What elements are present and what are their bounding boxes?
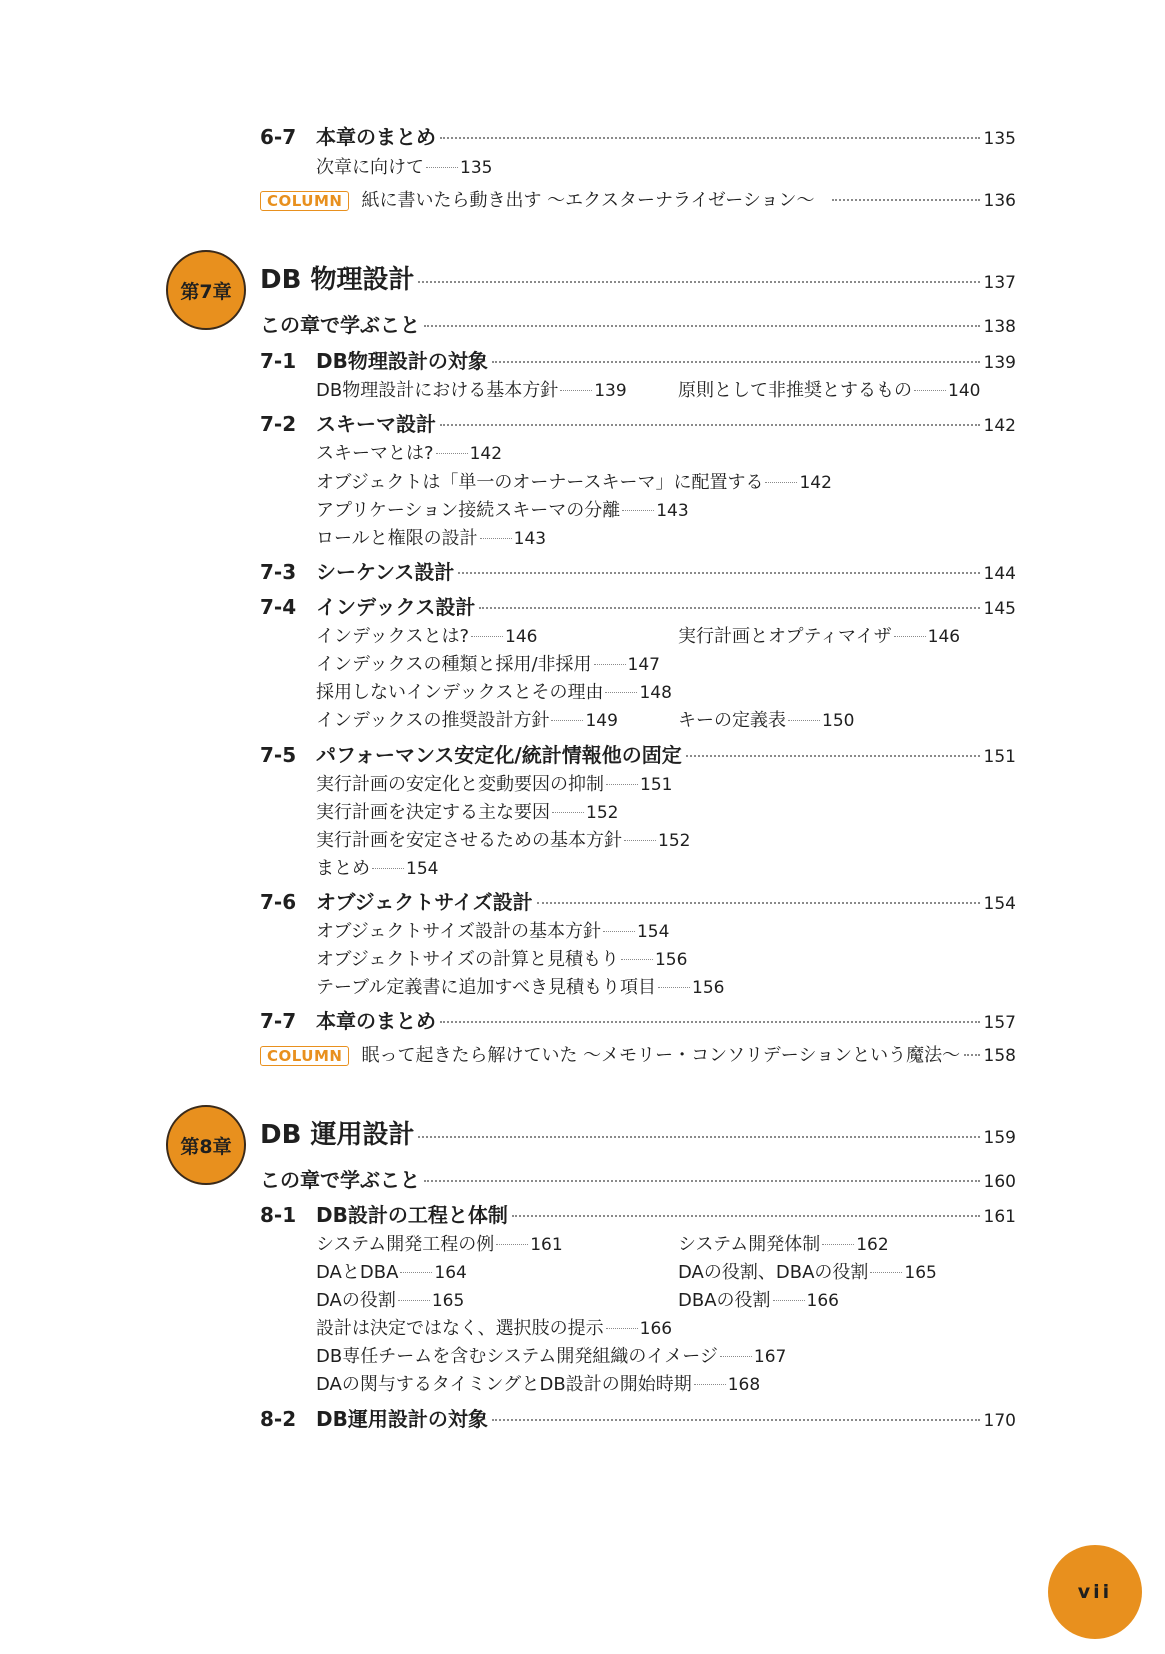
subsection-title: テーブル定義書に追加すべき見積もり項目: [316, 977, 657, 998]
toc-subsection[interactable]: [316, 798, 1016, 824]
chapter-7-badge: 第7章: [166, 250, 246, 330]
page-number: 154: [636, 922, 670, 942]
toc-chapter-8-learn[interactable]: [260, 1164, 1016, 1193]
page-number: 165: [431, 1291, 465, 1311]
subsection-title: システム開発体制: [678, 1234, 821, 1255]
toc-chapter-7[interactable]: [260, 259, 1016, 296]
leader-dots: [440, 137, 980, 139]
page-number: 151: [640, 775, 673, 795]
leader-dots: [694, 1384, 726, 1385]
leader-dots: [605, 692, 637, 693]
page-number: 164: [434, 1263, 467, 1283]
page-number: 167: [753, 1347, 787, 1367]
leader-dots: [621, 959, 653, 960]
leader-dots: [560, 390, 592, 391]
toc-subsection[interactable]: [678, 376, 980, 402]
column-title: 眠って起きたら解けていた 〜メモリー・コンソリデーションという魔法〜: [361, 1045, 961, 1066]
page-number: 142: [799, 473, 832, 493]
page-number: 145: [983, 599, 1016, 619]
subsection-title: DAの役割、DBAの役割: [678, 1262, 869, 1283]
leader-dots: [914, 390, 946, 391]
toc-subsection[interactable]: [316, 1370, 1016, 1396]
toc-subsection[interactable]: [316, 622, 537, 648]
leader-dots: [622, 510, 654, 511]
leader-dots: [398, 1300, 430, 1301]
toc-section-7-4[interactable]: [260, 591, 1016, 620]
page-number: 137: [983, 273, 1016, 293]
subsection-title: 次章に向けて: [316, 157, 424, 178]
page-number: 146: [505, 627, 538, 647]
section-title: 本章のまとめ: [316, 1009, 436, 1033]
subsection-title: キーの定義表: [678, 710, 786, 731]
section-number: 7-1: [260, 349, 297, 373]
toc-subsection[interactable]: [678, 1286, 839, 1312]
toc-subsection[interactable]: [316, 826, 1016, 852]
leader-dots: [480, 538, 512, 539]
toc-section-6-7[interactable]: [260, 121, 1016, 150]
page-number: 152: [586, 803, 619, 823]
leader-dots: [440, 424, 980, 426]
section-title: スキーマ設計: [316, 412, 436, 436]
page-number: 142: [983, 416, 1016, 436]
page-number: 156: [654, 950, 688, 970]
toc-chapter-8[interactable]: [260, 1114, 1016, 1151]
section-number: 7-6: [260, 890, 297, 914]
subsection-title: DAの役割: [316, 1290, 396, 1311]
page-number: 136: [983, 191, 1016, 211]
leader-dots: [765, 482, 797, 483]
page-number: 147: [627, 655, 660, 675]
toc-subsection[interactable]: [316, 1230, 563, 1256]
learn-title: この章で学ぶこと: [260, 1168, 420, 1192]
leader-dots: [606, 784, 638, 785]
page-number: 138: [983, 317, 1016, 337]
page-number: 143: [656, 501, 689, 521]
section-number: 8-1: [260, 1203, 297, 1227]
page-number: 161: [983, 1207, 1016, 1227]
leader-dots: [773, 1300, 805, 1301]
leader-dots: [964, 1054, 979, 1056]
page-folio: vii: [1048, 1545, 1142, 1639]
section-number: 8-2: [260, 1407, 297, 1431]
subsection-title: インデックスとは?: [316, 626, 470, 647]
column-badge: COLUMN: [260, 191, 349, 211]
subsection-title: 原則として非推奨とするもの: [678, 380, 912, 401]
toc-subsection[interactable]: [678, 1230, 889, 1256]
page-number: 160: [983, 1172, 1016, 1192]
page-number: 166: [639, 1319, 673, 1339]
leader-dots: [552, 812, 584, 813]
page-number: 143: [513, 529, 547, 549]
toc-section-7-5[interactable]: [260, 739, 1016, 768]
subsection-title: システム開発工程の例: [316, 1234, 495, 1255]
page-number: 140: [948, 381, 981, 401]
subsection-title: 実行計画を決定する主な要因: [316, 802, 550, 823]
toc-subsection[interactable]: [316, 376, 627, 402]
chapter-title: DB 運用設計: [260, 1120, 415, 1150]
toc-subsection[interactable]: [678, 1258, 937, 1284]
page-number: 146: [927, 627, 961, 647]
page-number: 152: [658, 831, 691, 851]
section-title: DB物理設計の対象: [316, 349, 488, 373]
leader-dots: [894, 636, 926, 637]
toc-subsection[interactable]: [316, 524, 1016, 550]
subsection-title: インデックスの種類と採用/非採用: [316, 654, 592, 675]
leader-dots: [424, 325, 980, 327]
subsection-title: オブジェクトサイズ設計の基本方針: [316, 921, 601, 942]
subsection-title: DAの関与するタイミングとDB設計の開始時期: [316, 1374, 692, 1395]
leader-dots: [436, 453, 468, 454]
toc-subsection[interactable]: [316, 917, 1016, 943]
page-number: 135: [983, 129, 1016, 149]
toc-section-7-6[interactable]: [260, 886, 1016, 915]
toc-subsection-row: [316, 376, 1016, 402]
leader-dots: [479, 607, 979, 609]
leader-dots: [686, 755, 980, 757]
page-number: 166: [806, 1291, 839, 1311]
leader-dots: [606, 1328, 638, 1329]
subsection-title: 実行計画の安定化と変動要因の抑制: [316, 774, 604, 795]
section-title: DB設計の工程と体制: [316, 1203, 508, 1227]
page-number: 139: [983, 353, 1016, 373]
toc-subsection[interactable]: [678, 706, 854, 732]
leader-dots: [418, 1136, 979, 1138]
toc-subsection[interactable]: [316, 650, 1016, 676]
subsection-title: 採用しないインデックスとその理由: [316, 682, 604, 703]
page-number: 156: [692, 978, 725, 998]
page-number: 148: [639, 683, 672, 703]
page-number: 150: [822, 711, 855, 731]
toc-chapter-7-learn[interactable]: [260, 309, 1016, 338]
section-title: パフォーマンス安定化/統計情報他の固定: [316, 743, 682, 767]
section-number: 7-4: [260, 595, 297, 619]
leader-dots: [458, 572, 979, 574]
leader-dots: [624, 840, 656, 841]
leader-dots: [603, 931, 635, 932]
column-title: 紙に書いたら動き出す 〜エクスターナライゼーション〜: [361, 190, 815, 211]
chapter-title: DB 物理設計: [260, 265, 415, 295]
page-number: 165: [904, 1263, 937, 1283]
subsection-title: DAとDBA: [316, 1262, 399, 1283]
subsection-title: DBAの役割: [678, 1290, 771, 1311]
subsection-title: ロールと権限の設計: [316, 528, 478, 549]
toc-section-7-3[interactable]: [260, 556, 1016, 585]
toc-subsection[interactable]: [316, 468, 1016, 494]
toc-subsection-row: [316, 1286, 1016, 1312]
toc-subsection[interactable]: [316, 1286, 464, 1312]
subsection-title: オブジェクトサイズの計算と見積もり: [316, 949, 619, 970]
section-title: 本章のまとめ: [316, 125, 436, 149]
page-number: 157: [983, 1013, 1016, 1033]
page-number: 168: [727, 1375, 761, 1395]
leader-dots: [496, 1244, 528, 1245]
leader-dots: [822, 1244, 854, 1245]
leader-dots: [594, 664, 626, 665]
toc-subsection[interactable]: [316, 1342, 1016, 1368]
leader-dots: [551, 720, 583, 721]
leader-dots: [400, 1272, 432, 1273]
toc-subsection-row: [316, 1258, 1016, 1284]
toc-subsection[interactable]: [316, 439, 1016, 465]
page-number: 149: [585, 711, 618, 731]
toc-section-7-1[interactable]: [260, 345, 1016, 374]
page-number: 162: [856, 1235, 889, 1255]
subsection-title: まとめ: [316, 858, 370, 879]
leader-dots: [424, 1180, 980, 1182]
leader-dots: [832, 199, 979, 201]
page-number: 159: [983, 1128, 1016, 1148]
subsection-title: 実行計画を安定させるための基本方針: [316, 830, 622, 851]
leader-dots: [870, 1272, 902, 1273]
toc-subsection[interactable]: [316, 706, 618, 732]
section-title: オブジェクトサイズ設計: [316, 890, 533, 914]
subsection-title: インデックスの推奨設計方針: [316, 710, 550, 731]
leader-dots: [426, 167, 458, 168]
toc-column-ch6[interactable]: [260, 186, 1016, 212]
page-number: 170: [983, 1411, 1016, 1431]
toc-section-8-2[interactable]: [260, 1403, 1016, 1432]
toc-subsection-row: [316, 622, 1016, 648]
page-number: 144: [983, 564, 1016, 584]
learn-title: この章で学ぶこと: [260, 313, 420, 337]
section-number: 6-7: [260, 125, 297, 149]
page-number: 154: [406, 859, 439, 879]
toc-section-8-1[interactable]: [260, 1199, 1016, 1228]
leader-dots: [418, 281, 979, 283]
toc-subsection[interactable]: [316, 945, 1016, 971]
section-number: 7-5: [260, 743, 297, 767]
subsection-title: DB専任チームを含むシステム開発組織のイメージ: [316, 1346, 718, 1367]
toc-column-ch7[interactable]: [260, 1041, 1016, 1067]
section-number: 7-3: [260, 560, 297, 584]
column-badge: COLUMN: [260, 1046, 349, 1066]
leader-dots: [492, 1419, 980, 1421]
section-title: シーケンス設計: [316, 560, 455, 584]
toc-subsection[interactable]: [316, 678, 1016, 704]
leader-dots: [658, 987, 690, 988]
toc-subsection[interactable]: [316, 854, 1016, 880]
section-number: 7-2: [260, 412, 297, 436]
leader-dots: [471, 636, 503, 637]
page-number: 151: [983, 747, 1016, 767]
leader-dots: [537, 902, 980, 904]
toc-section-7-2[interactable]: [260, 408, 1016, 437]
page-number: 142: [469, 444, 503, 464]
toc-subsection-row: [316, 1230, 1016, 1256]
leader-dots: [492, 361, 980, 363]
chapter-8-badge: 第8章: [166, 1105, 246, 1185]
toc-subsection[interactable]: [316, 973, 1016, 999]
subsection-title: 実行計画とオプティマイザ: [678, 626, 892, 647]
leader-dots: [440, 1021, 980, 1023]
leader-dots: [788, 720, 820, 721]
subsection-title: 設計は決定ではなく、選択肢の提示: [316, 1318, 604, 1339]
subsection-title: スキーマとは?: [316, 443, 434, 464]
subsection-title: アプリケーション接続スキーマの分離: [316, 500, 621, 521]
page-number: 161: [530, 1235, 563, 1255]
leader-dots: [372, 868, 404, 869]
page-number: 154: [983, 894, 1016, 914]
subsection-title: DB物理設計における基本方針: [316, 380, 559, 401]
toc-subsection[interactable]: [316, 1314, 1016, 1340]
section-title: インデックス設計: [316, 595, 476, 619]
toc-subsection[interactable]: [678, 622, 960, 648]
subsection-title: オブジェクトは「単一のオーナースキーマ」に配置する: [316, 472, 764, 493]
page-number: 135: [460, 158, 493, 178]
toc-subsection[interactable]: [316, 153, 1016, 179]
toc-section-7-7[interactable]: [260, 1005, 1016, 1034]
leader-dots: [720, 1356, 752, 1357]
toc-subsection[interactable]: [316, 496, 1016, 522]
section-title: DB運用設計の対象: [316, 1407, 488, 1431]
section-number: 7-7: [260, 1009, 297, 1033]
toc-subsection[interactable]: [316, 1258, 467, 1284]
toc-subsection-row: [316, 706, 1016, 732]
leader-dots: [512, 1215, 980, 1217]
page-number: 158: [983, 1046, 1016, 1066]
toc-subsection[interactable]: [316, 770, 1016, 796]
page-number: 139: [594, 381, 627, 401]
